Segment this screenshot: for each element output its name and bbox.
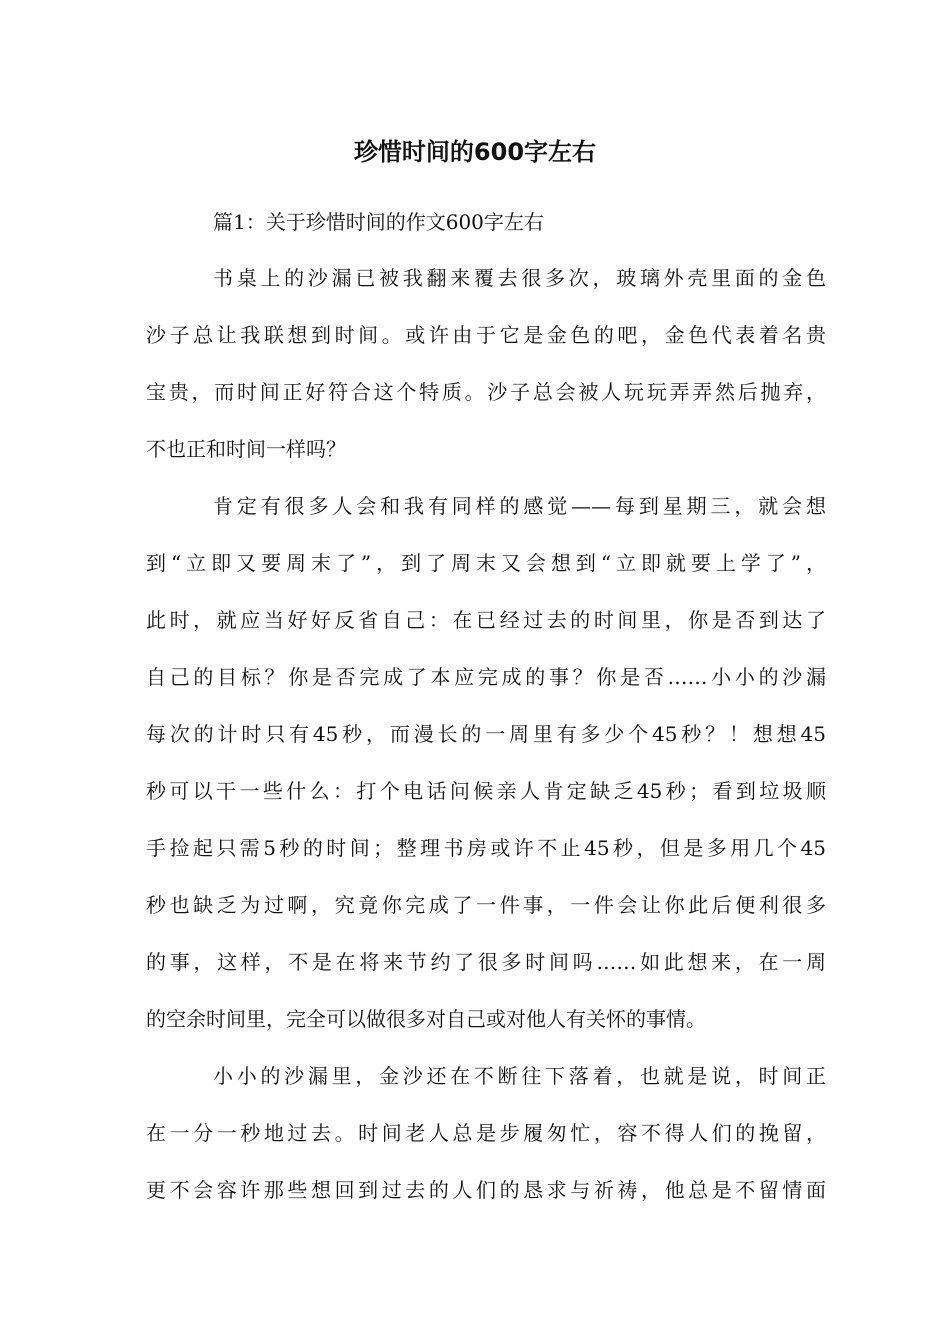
text-line: 不也正和时间一样吗？ [146, 437, 346, 461]
text-line: 手捡起只需5秒的时间；整理书房或许不止45秒，但是多用几个45 [146, 836, 826, 860]
text-line: 沙子总让我联想到时间。或许由于它是金色的吧，金色代表着名贵 [146, 323, 826, 347]
text-line: 的事，这样，不是在将来节约了很多时间吗……如此想来，在一周 [146, 950, 826, 974]
text-line: 的空余时间里，完全可以做很多对自己或对他人有关怀的事情。 [146, 1007, 706, 1031]
text-line: 宝贵，而时间正好符合这个特质。沙子总会被人玩玩弄弄然后抛弃， [146, 380, 826, 404]
document-title: 珍惜时间的600字左右 [353, 138, 597, 166]
text-line: 每次的计时只有45秒，而漫长的一周里有多少个45秒？！想想45 [146, 722, 826, 746]
text-line: 自己的目标？你是否完成了本应完成的事？你是否……小小的沙漏 [146, 665, 826, 689]
text-line: 更不会容许那些想回到过去的人们的恳求与祈祷，他总是不留情面 [146, 1178, 826, 1202]
text-line: 书桌上的沙漏已被我翻来覆去很多次，玻璃外壳里面的金色 [213, 266, 826, 290]
text-line: 肯定有很多人会和我有同样的感觉——每到星期三，就会想 [213, 494, 826, 518]
text-line: 在一分一秒地过去。时间老人总是步履匆忙，容不得人们的挽留， [146, 1121, 826, 1145]
text-line: 秒可以干一些什么：打个电话问候亲人肯定缺乏45秒；看到垃圾顺 [146, 779, 826, 803]
section-heading: 篇1：关于珍惜时间的作文600字左右 [213, 210, 544, 234]
text-line: 此时，就应当好好反省自己：在已经过去的时间里，你是否到达了 [146, 608, 826, 632]
text-line: 到“立即又要周末了”，到了周末又会想到“立即就要上学了”， [146, 551, 826, 575]
text-line: 小小的沙漏里，金沙还在不断往下落着，也就是说，时间正 [213, 1064, 826, 1088]
text-line: 秒也缺乏为过啊，究竟你完成了一件事，一件会让你此后便利很多 [146, 893, 826, 917]
